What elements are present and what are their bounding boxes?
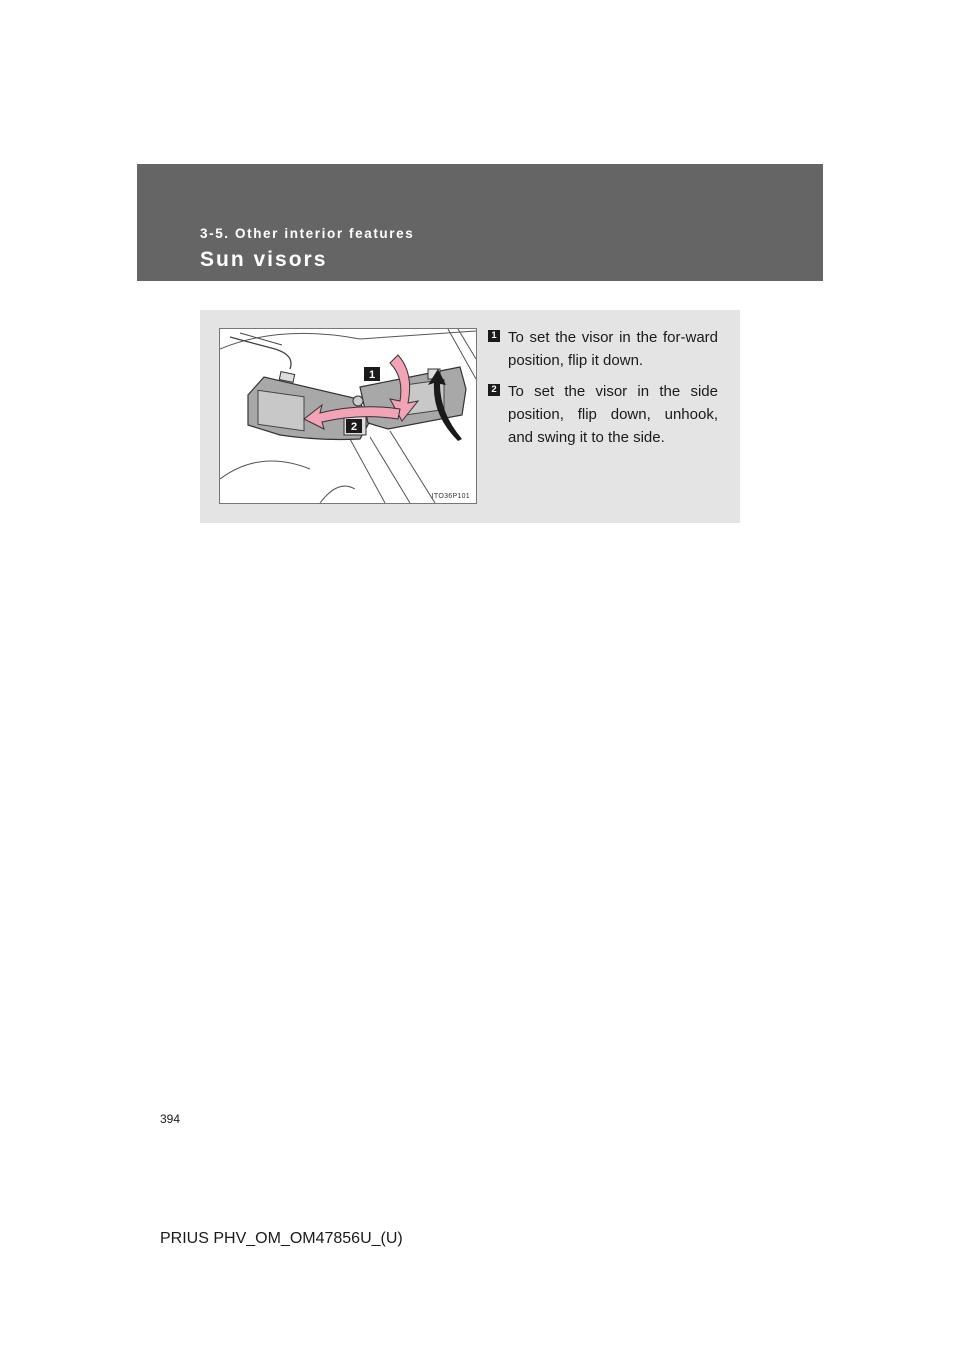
step-number-icon: 2 (488, 384, 500, 396)
step-text: To set the visor in the for-ward position, flip it down. (508, 329, 718, 369)
header-band (137, 164, 823, 281)
page-title: Sun visors (200, 248, 328, 271)
section-label: 3-5. Other interior features (200, 226, 415, 241)
step-number-icon: 1 (488, 330, 500, 342)
document-code: PRIUS PHV_OM_OM47856U_(U) (160, 1230, 403, 1247)
sun-visor-illustration (219, 328, 477, 504)
sun-visor-drawing (220, 329, 476, 503)
page-number: 394 (160, 1112, 181, 1126)
step-text: To set the visor in the side position, flip down, unhook, and swing it to the side. (508, 383, 718, 446)
step-item (488, 380, 718, 449)
callout-2: 2 (350, 421, 358, 433)
info-panel (200, 310, 740, 523)
callout-1: 1 (368, 369, 376, 381)
step-item (488, 326, 718, 372)
figure-code: ITO36P101 (431, 493, 470, 500)
step-list (488, 326, 718, 457)
